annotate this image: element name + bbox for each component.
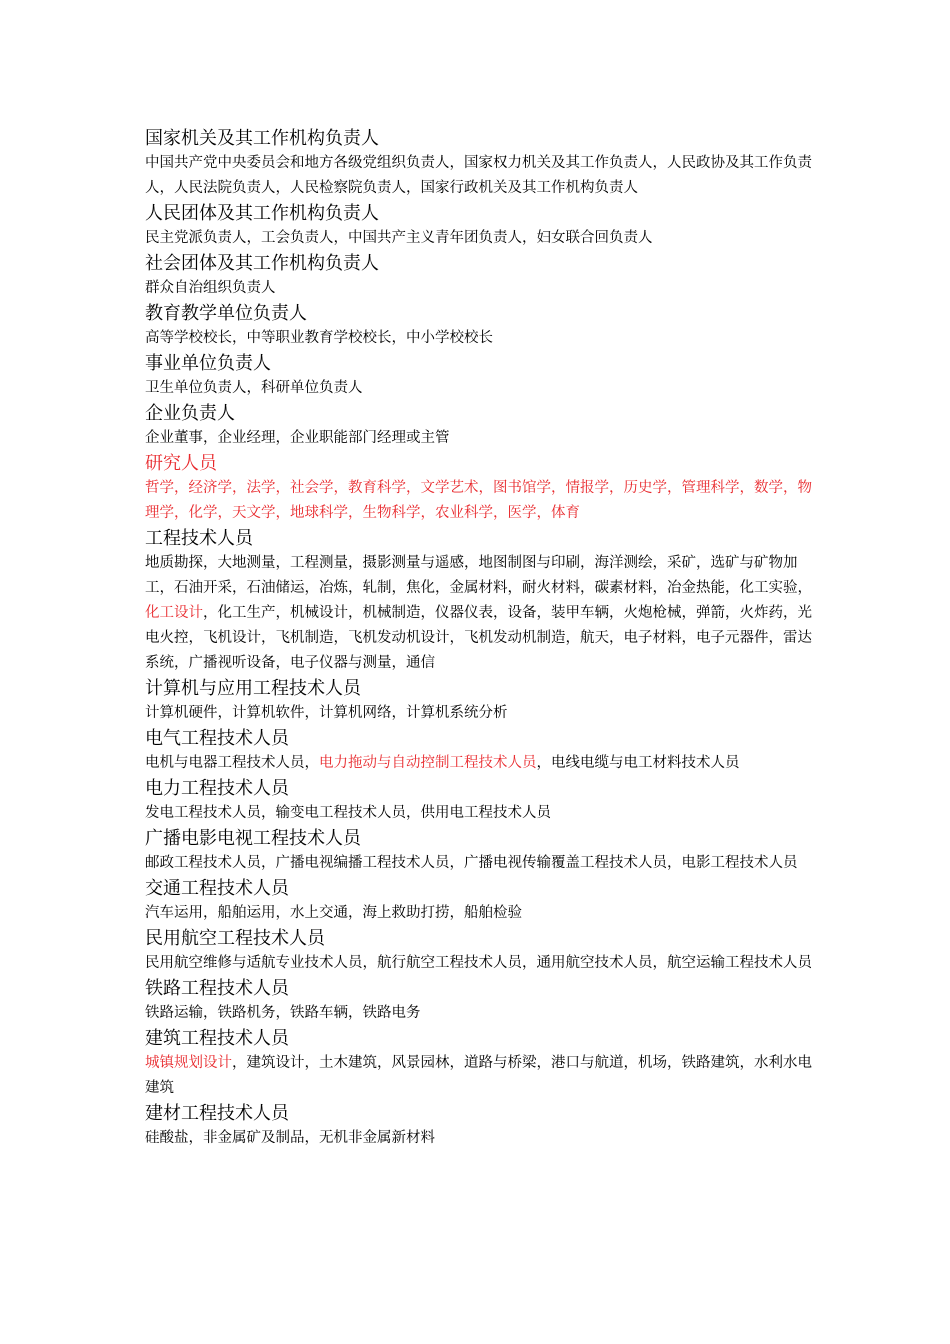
- desc-railway: 铁路运输，铁路机务，铁路车辆，铁路电务: [145, 1005, 421, 1021]
- heading-railway: 铁路工程技术人员: [145, 978, 289, 999]
- desc-broadcasting: 邮政工程技术人员，广播电视编播工程技术人员，广播电视传输覆盖工程技术人员，电影工程技术人员: [145, 855, 798, 871]
- desc-peoples-organizations: 民主党派负责人，工会负责人，中国共产主义青年团负责人，妇女联合回负责人: [145, 230, 653, 246]
- heading-researchers: 研究人员: [145, 453, 217, 474]
- desc-engineering-part-b: ，化工生产，机械设计，机械制造，仪器仪表，设备，装甲车辆，火炮枪械，弹箭，火炸药，光电火控，飞机设计，飞机制造，飞机发动机设计，飞机发动机制造，航天，电子材料，电子元器件，雷达系统，广播视听设备，电子仪器与测量，通信: [145, 605, 812, 671]
- desc-building-materials: 硅酸盐，非金属矿及制品，无机非金属新材料: [145, 1130, 435, 1146]
- desc-engineering: [145, 551, 825, 676]
- heading-public-institutions: 事业单位负责人: [145, 353, 271, 374]
- desc-engineering-highlight: 化工设计: [145, 605, 203, 621]
- desc-electrical-part-b: ，电线电缆与电工材料技术人员: [536, 755, 740, 771]
- heading-engineering: 工程技术人员: [145, 528, 253, 549]
- desc-electrical: [145, 751, 825, 776]
- heading-civil-aviation: 民用航空工程技术人员: [145, 928, 325, 949]
- heading-electrical: 电气工程技术人员: [145, 728, 289, 749]
- desc-social-organizations: 群众自治组织负责人: [145, 280, 276, 296]
- heading-state-organs: 国家机关及其工作机构负责人: [145, 128, 379, 149]
- desc-engineering-part-a: 地质勘探，大地测量，工程测量，摄影测量与遥感，地图制图与印刷，海洋测绘，采矿，选矿与矿物加工，石油开采，石油储运，冶炼，轧制，焦化，金属材料，耐火材料，碳素材料，冶金热能，化工实验，: [145, 555, 812, 596]
- heading-power: 电力工程技术人员: [145, 778, 289, 799]
- heading-social-organizations: 社会团体及其工作机构负责人: [145, 253, 379, 274]
- desc-construction-rest: ，建筑设计，土木建筑，风景园林，道路与桥梁，港口与航道，机场，铁路建筑，水利水电建筑: [145, 1055, 812, 1096]
- heading-transport: 交通工程技术人员: [145, 878, 289, 899]
- desc-state-organs: 中国共产党中央委员会和地方各级党组织负责人，国家权力机关及其工作负责人，人民政协及其工作负责人，人民法院负责人，人民检察院负责人，国家行政机关及其工作机构负责人: [145, 155, 812, 196]
- desc-construction: [145, 1051, 825, 1101]
- document-page: [145, 126, 825, 1151]
- desc-electrical-highlight: 电力拖动与自动控制工程技术人员: [319, 755, 537, 771]
- desc-education-units: 高等学校校长，中等职业教育学校校长，中小学校校长: [145, 330, 493, 346]
- desc-transport: 汽车运用，船舶运用，水上交通，海上救助打捞，船舶检验: [145, 905, 522, 921]
- desc-researchers: 哲学，经济学，法学，社会学，教育科学，文学艺术，图书馆学，情报学，历史学，管理科学，数学，物理学，化学，天文学，地球科学，生物科学，农业科学，医学，体育: [145, 480, 812, 521]
- heading-construction: 建筑工程技术人员: [145, 1028, 289, 1049]
- desc-power: 发电工程技术人员，输变电工程技术人员，供用电工程技术人员: [145, 805, 551, 821]
- heading-broadcasting: 广播电影电视工程技术人员: [145, 828, 361, 849]
- desc-computer: 计算机硬件，计算机软件，计算机网络，计算机系统分析: [145, 705, 508, 721]
- desc-civil-aviation: 民用航空维修与适航专业技术人员，航行航空工程技术人员，通用航空技术人员，航空运输工程技术人员: [145, 955, 812, 971]
- desc-enterprise: 企业董事，企业经理，企业职能部门经理或主管: [145, 430, 450, 446]
- desc-electrical-part-a: 电机与电器工程技术人员，: [145, 755, 319, 771]
- heading-building-materials: 建材工程技术人员: [145, 1103, 289, 1124]
- heading-peoples-organizations: 人民团体及其工作机构负责人: [145, 203, 379, 224]
- desc-construction-highlight: 城镇规划设计: [145, 1055, 232, 1071]
- heading-education-units: 教育教学单位负责人: [145, 303, 307, 324]
- desc-public-institutions: 卫生单位负责人，科研单位负责人: [145, 380, 363, 396]
- heading-computer: 计算机与应用工程技术人员: [145, 678, 361, 699]
- heading-enterprise: 企业负责人: [145, 403, 235, 424]
